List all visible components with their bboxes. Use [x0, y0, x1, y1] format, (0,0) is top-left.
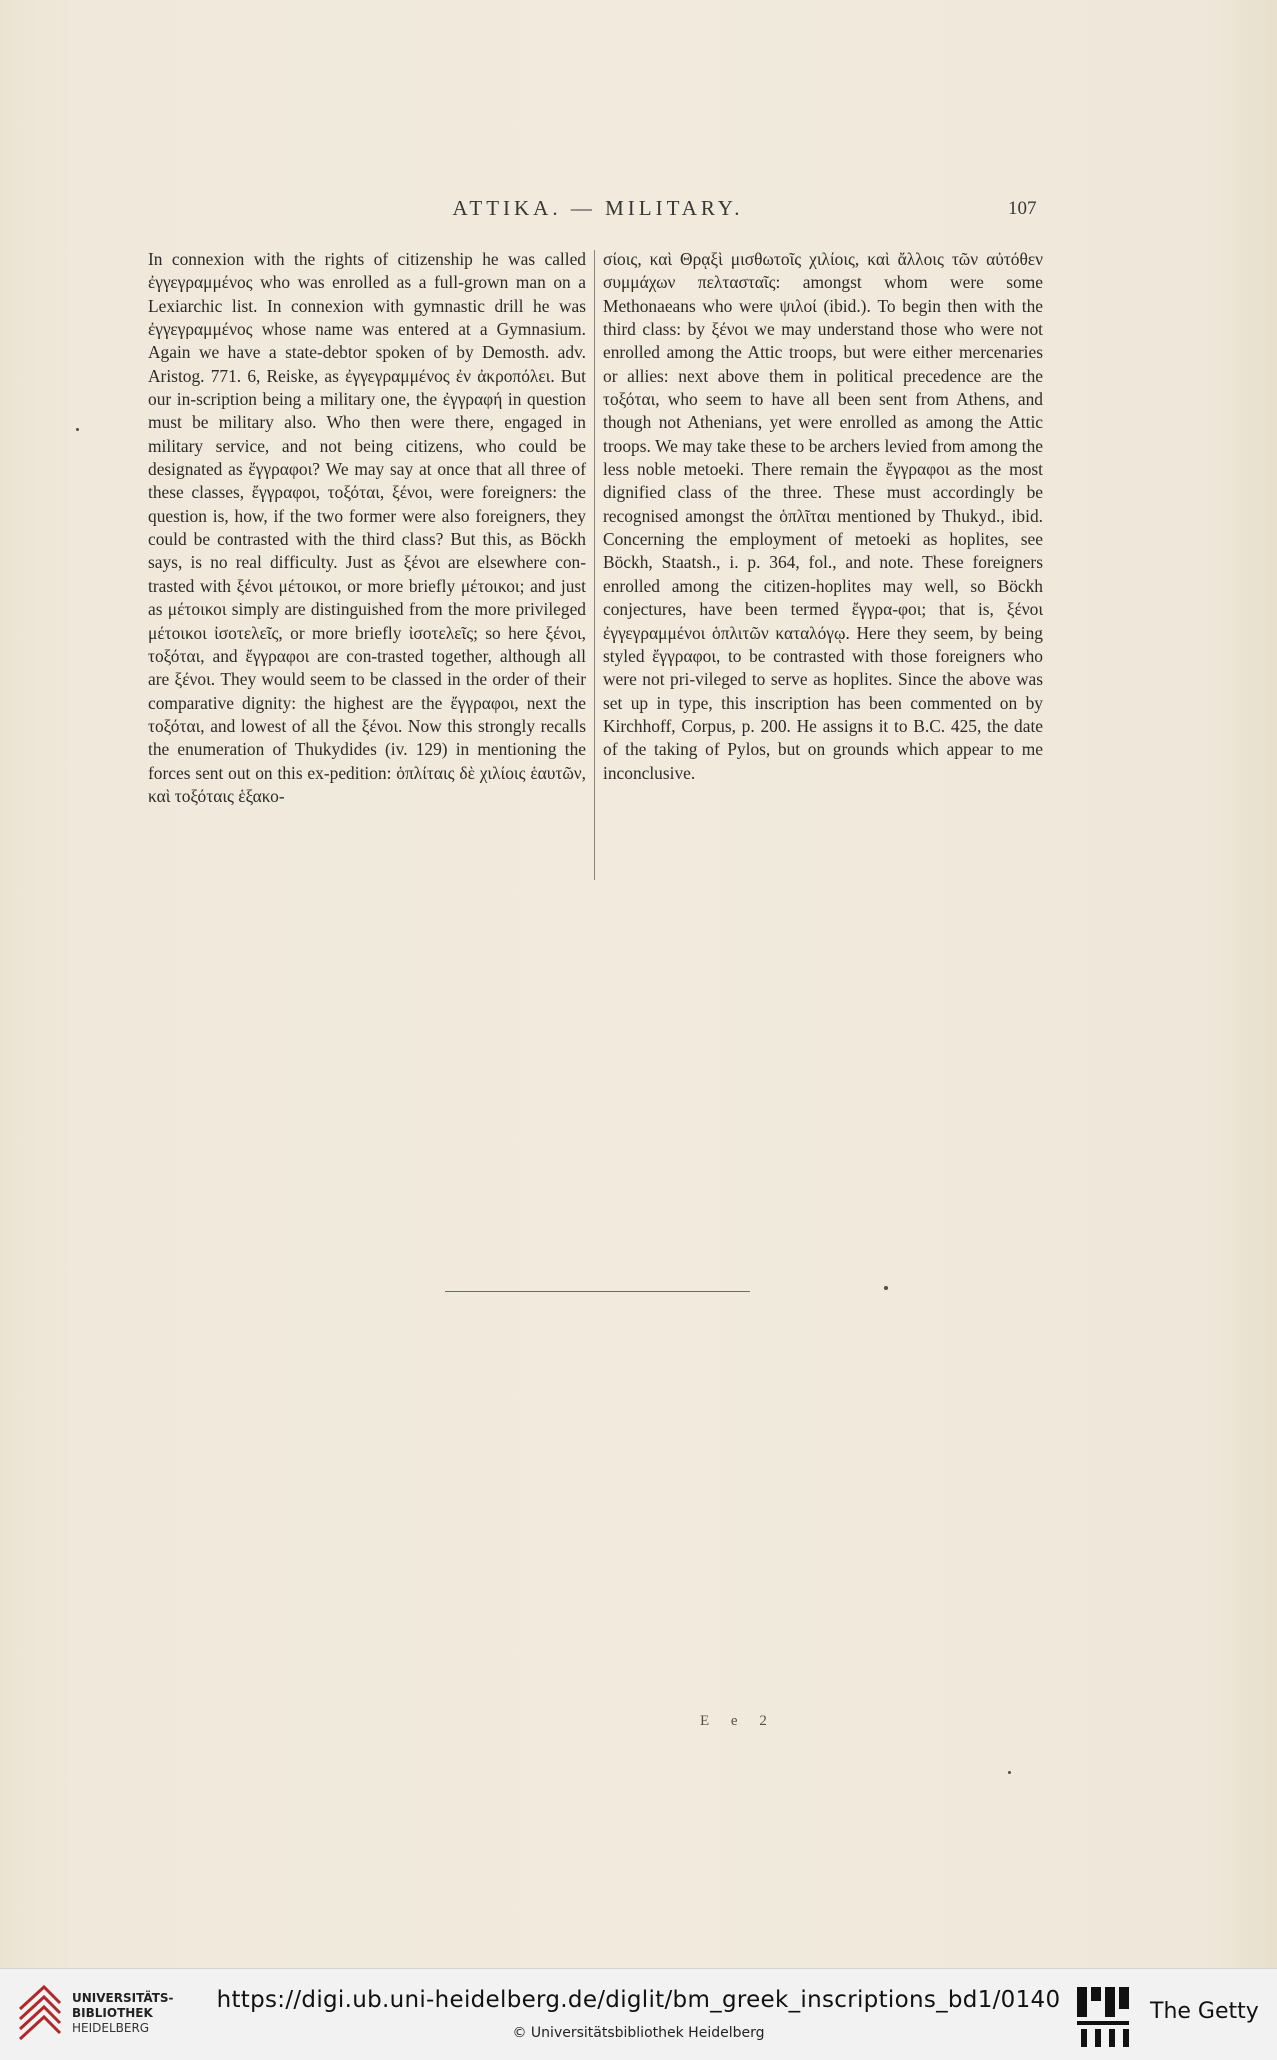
section-end-rule	[445, 1291, 750, 1292]
partner-name: The Getty	[1150, 1999, 1259, 2024]
getty-logo-icon[interactable]	[1075, 1981, 1135, 2055]
column-divider	[594, 250, 595, 880]
printer-signature: E e 2	[700, 1713, 776, 1729]
right-column-text: σίοις, καὶ Θρᾳξὶ μισθωτοῖς χιλίοις, καὶ ἄλλοις τῶν αὐτόθεν συμμάχων πελτασταῖς: amongst whom were some Methonaeans who were ψιλοί (ibid.). To begin then with the third class: by ξένοι we may understand those who were not enrolled among the Attic troops, but were either mercenaries or allies: next above them in political precedence are the τοξόται, who seem to have all been sent from Athens, and though not Athenians, yet were enrolled as among the Attic troops. We may take these to be archers levied from among the less noble metoeki. There remain the ἔγγραφοι as the most dignified class of the three. These must accordingly be recognised amongst the ὁπλῖται mentioned by Thukyd., ibid. Concerning the employment of metoeki as hoplites, see Böckh, Staatsh., i. p. 364, fol., and note. These foreigners enrolled among the citizen-hoplites may well, so Böckh conjectures, have been termed ἔγγρα-φοι; that is, ξένοι ἐγγεγραμμένοι ὁπλιτῶν καταλόγῳ. Here they seem, by being styled ἔγγραφοι, to be contrasted with those foreigners who were not pri-vileged to serve as hoplites. Since the above was set up in type, this inscription has been commented on by Kirchhoff, Corpus, p. 200. He assigns it to B.C. 425, the date of the taking of Pylos, but on grounds which appear to me inconclusive.	[603, 249, 1043, 783]
page-number: 107	[1008, 198, 1037, 219]
paper-fleck	[76, 428, 79, 431]
paper-fleck	[884, 1286, 888, 1290]
copyright-notice: © Universitätsbibliothek Heidelberg	[512, 2025, 765, 2041]
library-name: UNIVERSITÄTS- BIBLIOTHEK HEIDELBERG	[72, 1991, 174, 2035]
viewer-footer	[0, 1968, 1277, 2060]
running-head: ATTIKA. — MILITARY.	[452, 196, 744, 220]
permalink-url[interactable]: https://digi.ub.uni-heidelberg.de/diglit/bm_greek_inscriptions_bd1/0140	[216, 1987, 1061, 2013]
paper-fleck	[1008, 1771, 1011, 1774]
left-column-text: In connexion with the rights of citizenship he was called ἐγγεγραμμένος who was enrolled as a full-grown man on a Lexiarchic list. In connexion with gymnastic drill he was ἐγγεγραμμένος whose name was entered at a Gymnasium. Again we have a state-debtor spoken of by Demosth. adv. Aristog. 771. 6, Reiske, as ἐγγεγραμμένος ἐν ἀκροπόλει. But our in-scription being a military one, the ἐγγραφή in question must be military also. Who then were there, engaged in military service, and not being citizens, who could be designated as ἔγγραφοι? We may say at once that all three of these classes, ἔγγραφοι, τοξόται, ξένοι, were foreigners: the question is, how, if the two former were also foreigners, they could be contrasted with the third class? But this, as Böckh says, is no real difficulty. Just as ξένοι are elsewhere con-trasted with ξένοι μέτοικοι, or more briefly μέτοικοι; and just as μέτοικοι simply are distinguished from the more privileged μέτοικοι ἰσοτελεῖς, or more briefly ἰσοτελεῖς; so here ξένοι, τοξόται, and ἔγγραφοι are con-trasted together, although all are ξένοι. They would seem to be classed in the order of their comparative dignity: the highest are the ἔγγραφοι, next the τοξόται, and lowest of all the ξένοι. Now this strongly recalls the enumeration of Thukydides (iv. 129) in mentioning the forces sent out on this ex-pedition: ὁπλίταις δὲ χιλίοις ἑαυτῶν, καὶ τοξόταις ἑξακο-	[148, 249, 586, 806]
left-column	[148, 248, 586, 808]
right-column	[603, 248, 1043, 785]
